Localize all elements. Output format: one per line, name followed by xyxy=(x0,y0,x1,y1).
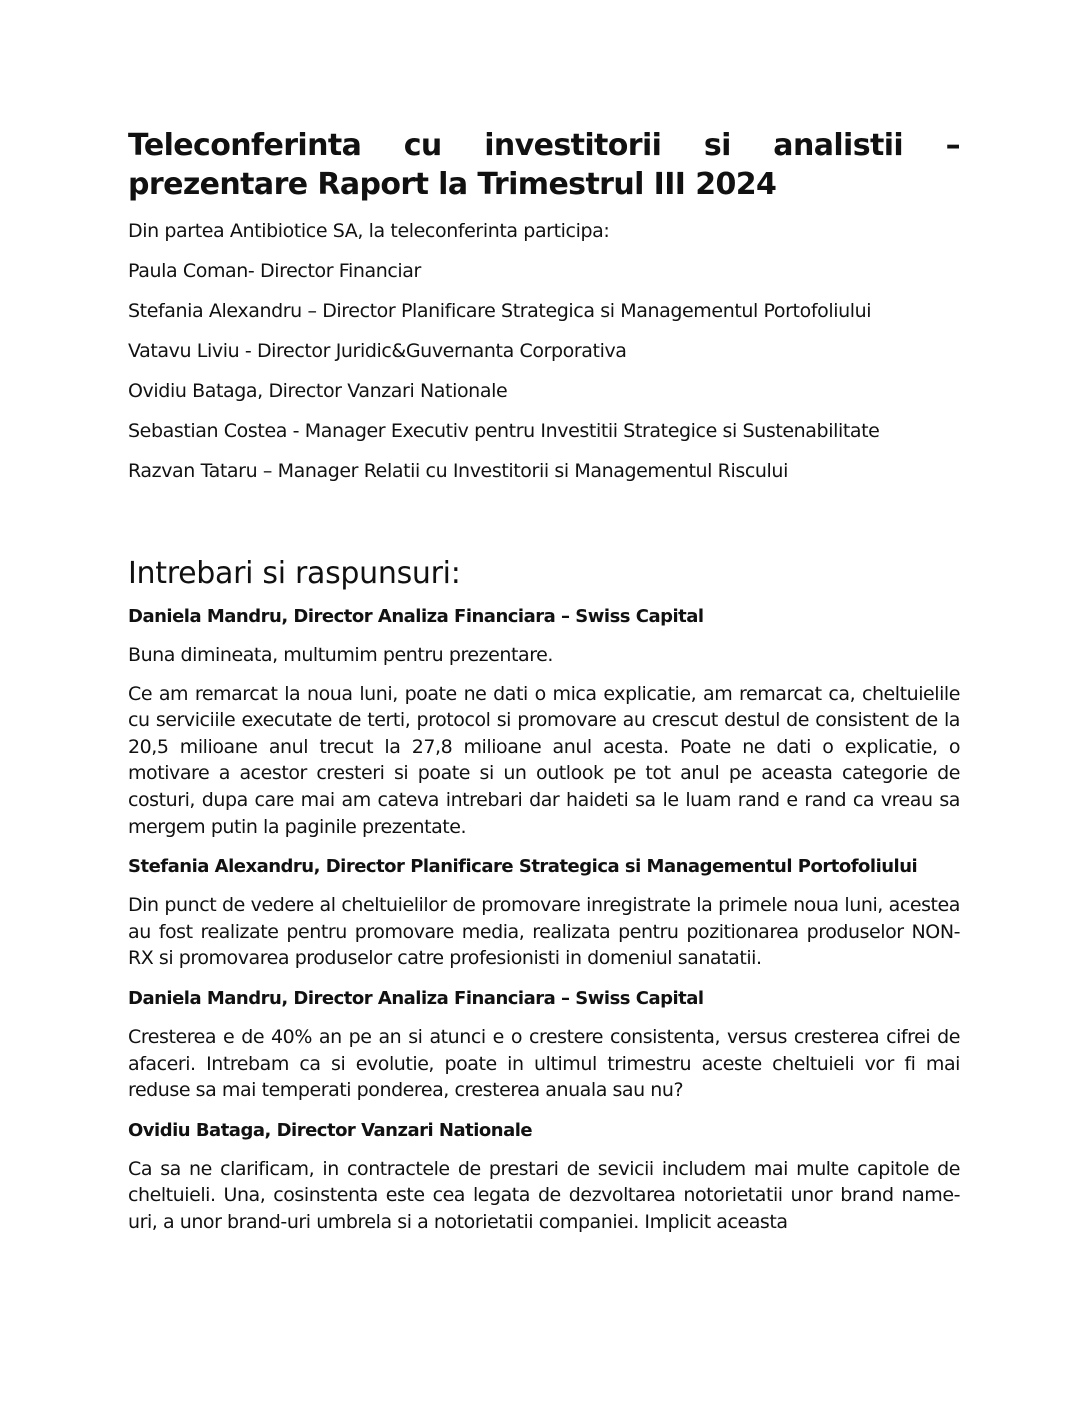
speaker-name: Daniela Mandru, Director Analiza Financiara – Swiss Capital xyxy=(128,606,704,627)
answer-paragraph: Ce am remarcat la noua luni, poate ne dati o mica explicatie, am remarcat ca, cheltuielile cu serviciile executate de terti, protocol si promovare au crescut destul de consistent de la 20,5 milioane anul trecut la 27,8 milioane anul acesta. Poate ne dati o explicatie, o motivare a acestor cresteri si poate si un outlook pe tot anul pe aceasta categorie de costuri, dupa care mai am cateva intrebari dar haideti sa le luam rand e rand ca vreau sa mergem putin la paginile prezentate. xyxy=(128,682,960,838)
answer-paragraph: Cresterea e de 40% an pe an si atunci e o crestere consistenta, versus cresterea cifrei de afaceri. Intrebam ca si evolutie, poate in ultimul trimestru aceste cheltuieli vor fi mai reduse sa mai temperati ponderea, cresterea anuala sau nu? xyxy=(128,1025,960,1102)
participant-item: Paula Coman- Director Financiar xyxy=(128,260,421,282)
document-page xyxy=(128,126,960,1236)
speaker-name: Stefania Alexandru, Director Planificare Strategica si Managementul Portofoliului xyxy=(128,856,918,878)
intro-text: Din partea Antibiotice SA, la teleconferinta participa: xyxy=(128,220,610,242)
document-title: Teleconferinta cu investitorii si analistii – prezentare Raport la Trimestrul III 2024 xyxy=(128,128,960,202)
speaker-name: Ovidiu Bataga, Director Vanzari Nationale xyxy=(128,1119,533,1141)
participant-item: Vatavu Liviu - Director Juridic&Guvernanta Corporativa xyxy=(128,340,627,362)
participant-item: Razvan Tataru – Manager Relatii cu Investitorii si Managementul Riscului xyxy=(128,460,788,482)
answer-paragraph: Buna dimineata, multumim pentru prezentare. xyxy=(128,644,553,666)
answer-paragraph: Din punct de vedere al cheltuielilor de promovare inregistrate la primele noua luni, acestea au fost realizate pentru promovare media, realizata pentru pozitionarea produselor NON-RX si promovarea produselor catre profesionisti in domeniul sanatatii. xyxy=(128,894,960,970)
answer-paragraph: Ca sa ne clarificam, in contractele de prestari de sevicii includem mai multe capitole de cheltuieli. Una, cosinstenta este cea legata de dezvoltarea notorietatii unor brand name-uri, a unor brand-uri umbrela si a notorietatii companiei. Implicit aceasta xyxy=(128,1157,960,1233)
qa-heading: Intrebari si raspunsuri: xyxy=(128,556,461,591)
speaker-name: Daniela Mandru, Director Analiza Financiara – Swiss Capital xyxy=(128,987,704,1009)
participant-item: Sebastian Costea - Manager Executiv pentru Investitii Strategice si Sustenabilitate xyxy=(128,420,880,442)
participant-item: Stefania Alexandru – Director Planificare Strategica si Managementul Portofoliului xyxy=(128,300,872,322)
participants-list xyxy=(128,258,960,484)
participant-item: Ovidiu Bataga, Director Vanzari Nationale xyxy=(128,380,508,402)
